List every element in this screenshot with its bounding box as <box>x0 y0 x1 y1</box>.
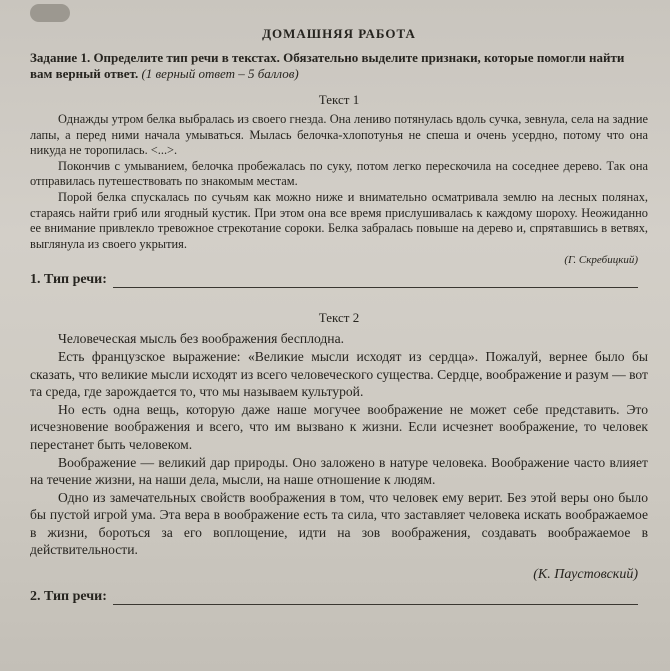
task-text: Задание 1. Определите тип речи в текстах. Обязательно выделите признаки, которые помогли найти вам верный ответ. <box>30 50 625 81</box>
logo-badge <box>30 4 70 22</box>
text1-paragraph: Порой белка спускалась по сучьям как можно ниже и внимательно осматривала землю на лесных полянах, стараясь найти гриб или ягодный кустик. При этом она все время прислушивалась к каждому шороху. Неожиданно ее внимание привлекло тревожное стрекотание сороки. Белка забралась повыше на дерево и, спрятавшись в ветвях, выглянула из своего укрытия. <box>30 189 648 251</box>
answer-line-1[interactable] <box>113 273 638 288</box>
text2-paragraph: Одно из замечательных свойств воображения в том, что человек ему верит. Без этой веры оно было бы пустой игрой ума. Эта вера в воображение есть та сила, что заставляет человека искать воображаемое в жизни, бороться за его воплощение, идти на зов воображения, создавать воображаемое в действительности. <box>30 489 648 558</box>
task-instruction <box>30 50 648 82</box>
text1-paragraph: Однажды утром белка выбралась из своего гнезда. Она лениво потянулась вдоль сучка, зевнула, села на задние лапы, а перед ними начала умываться. Мылась белочка-хлопотунья не спеша и очень усердно, потому что она никуда не торопилась. <...>. <box>30 112 648 158</box>
answer-line-2[interactable] <box>113 590 638 605</box>
text2-paragraph: Но есть одна вещь, которую даже наше могучее воображение не может себе представить. Это исчезновение воображения и всего, что им вызвано к жизни. Если исчезнет воображение, то человек перестанет быть человеком. <box>30 401 648 452</box>
text2-paragraph: Человеческая мысль без воображения бесплодна. <box>58 331 345 347</box>
page-title: ДОМАШНЯЯ РАБОТА <box>262 26 416 41</box>
text2-paragraph: Есть французское выражение: «Великие мысли исходят из сердца». Пожалуй, вернее было бы сказать, что великие мысли исходят из всего человеческого существа. Сердце, воображение и разум — вот та среда, где зарождается то, что мы называем культурой. <box>30 348 648 400</box>
text1-paragraph: Покончив с умыванием, белочка пробежалась по суку, потом легко перескочила на соседнее дерево. Так она отправилась путешествовать по знакомым местам. <box>30 158 648 189</box>
text1-title: Текст 1 <box>318 92 360 107</box>
answer-label-1: 1. Тип речи: <box>30 272 107 288</box>
text1-author: (Г. Скребицкий) <box>564 254 638 267</box>
task-score-note: (1 верный ответ – 5 баллов) <box>141 66 299 81</box>
text2-paragraph: Воображение — великий дар природы. Оно заложено в натуре человека. Воображение часто влияет на течение жизни, на наши дела, мысли, на наше отношение к людям. <box>30 454 648 488</box>
answer-row-2 <box>30 589 648 605</box>
text2-title: Текст 2 <box>318 310 360 326</box>
answer-row-1 <box>30 272 648 288</box>
answer-label-2: 2. Тип речи: <box>30 589 107 605</box>
text2-author: (К. Паустовский) <box>533 567 638 583</box>
